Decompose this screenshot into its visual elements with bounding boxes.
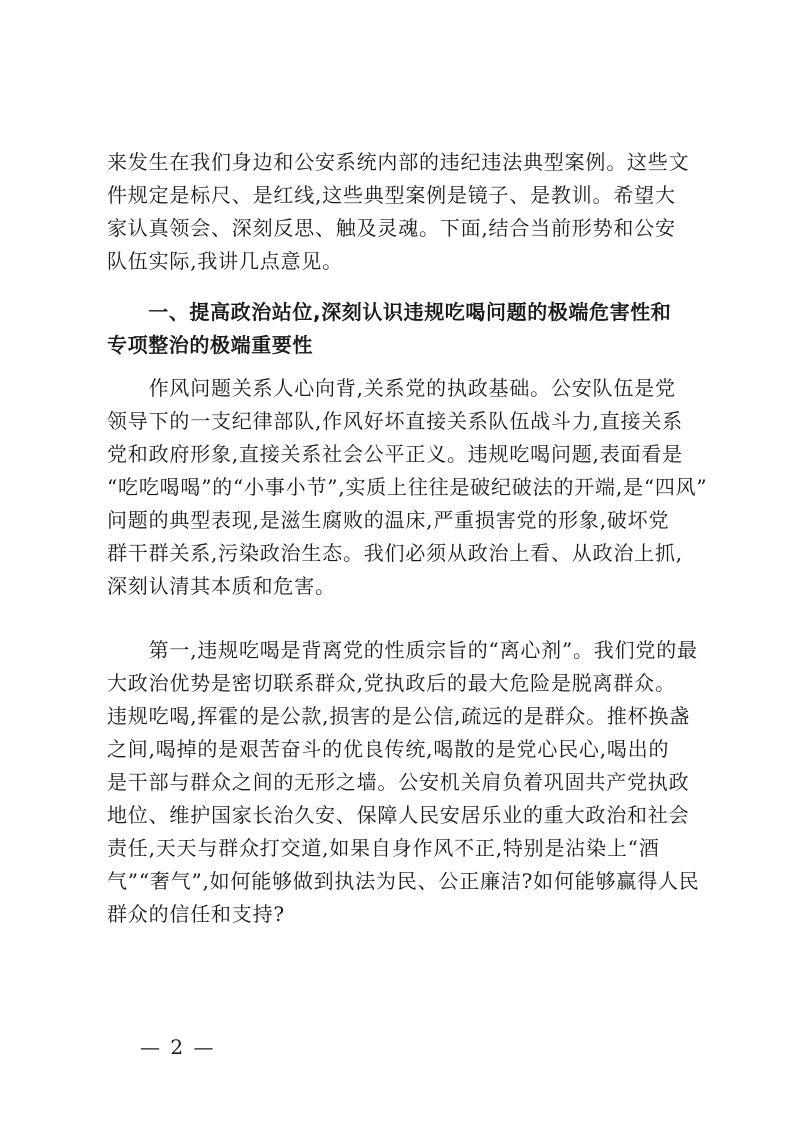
text-line: 大政治优势是密切联系群众,党执政后的最大危险是脱离群众。 (107, 671, 676, 695)
text-line: 家认真领会、深刻反思、触及灵魂。下面,结合当前形势和公安 (107, 216, 676, 240)
text-line: 违规吃喝,挥霍的是公款,损害的是公信,疏远的是群众。推杯换盏 (107, 704, 691, 728)
text-line: 责任,天天与群众打交道,如果自身作风不正,特别是沾染上“酒 (107, 836, 660, 860)
text-line: 深刻认清其本质和危害。 (107, 574, 336, 598)
heading-line: 一、提高政治站位,深刻认识违规吃喝问题的极端危害性和 (107, 300, 672, 324)
paragraph-intro (107, 146, 697, 278)
text-line: 地位、维护国家长治久安、保障人民安居乐业的重大政治和社会 (107, 803, 690, 827)
text-line: 队伍实际,我讲几点意见。 (107, 249, 343, 273)
text-line: 件规定是标尺、是红线,这些典型案例是镜子、是教训。希望大 (107, 183, 676, 207)
section-heading (107, 296, 697, 362)
text-line: 党和政府形象,直接关系社会公平正义。违规吃喝问题,表面看是 (107, 442, 683, 466)
heading-line: 专项整治的极端重要性 (107, 333, 313, 357)
text-line: 作风问题关系人心向背,关系党的执政基础。公安队伍是党 (107, 376, 676, 400)
paragraph-style (107, 372, 708, 603)
text-line: 群干群关系,污染政治生态。我们必须从政治上看、从政治上抓, (107, 541, 683, 565)
page-number: — 2 — (140, 1035, 216, 1059)
paragraph-first (107, 634, 700, 931)
text-line: 之间,喝掉的是艰苦奋斗的优良传统,喝散的是党心民心,喝出的 (107, 737, 670, 761)
text-line: 来发生在我们身边和公安系统内部的违纪违法典型案例。这些文 (107, 150, 690, 174)
text-line: 群众的信任和支持? (107, 902, 285, 926)
text-line: 问题的典型表现,是滋生腐败的温床,严重损害党的形象,破坏党 (107, 508, 670, 532)
text-line: 气”“奢气”,如何能够做到执法为民、公正廉洁?如何能够赢得人民 (107, 869, 700, 893)
text-line: 领导下的一支纪律部队,作风好坏直接关系队伍战斗力,直接关系 (107, 409, 683, 433)
text-line: 第一,违规吃喝是背离党的性质宗旨的“离心剂”。我们党的最 (107, 638, 698, 662)
text-line: 是干部与群众之间的无形之墙。公安机关肩负着巩固共产党执政 (107, 770, 690, 794)
text-line: “吃吃喝喝”的“小事小节”,实质上往往是破纪破法的开端,是“四风” (107, 475, 708, 499)
